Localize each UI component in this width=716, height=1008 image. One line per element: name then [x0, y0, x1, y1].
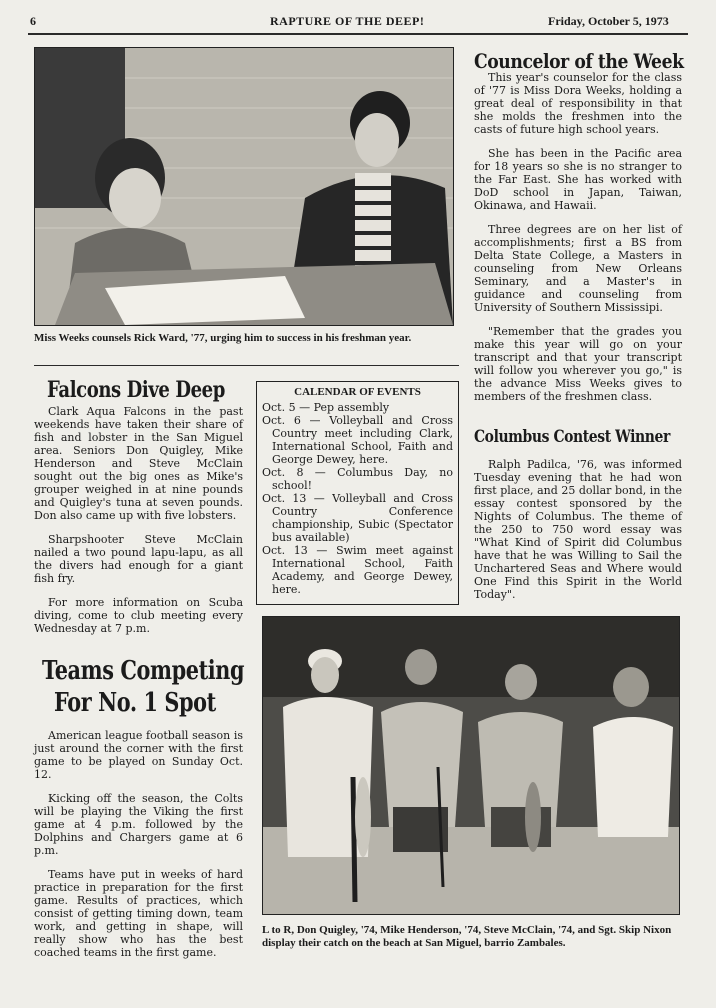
teams-article	[34, 729, 243, 970]
teams-paragraph: Teams have put in weeks of hard practice in preparation for the first game. Results of practices, which consist of getting timing down, team work, and getting in shape, will really show who has the best coached teams in the first game.	[34, 868, 243, 959]
counselor-paragraph: This year's counselor for the class of '77 is Miss Dora Weeks, holding a great deal of responsibility in that she molds the freshmen into the casts of future high school years.	[474, 71, 682, 136]
counselor-paragraph: Three degrees are on her list of accomplishments; first a BS from Delta State College, a Masters in counseling from New Orleans Seminary, and a Master's in guidance and counseling from University of Southern Mississipi.	[474, 223, 682, 314]
columbus-paragraph: Ralph Padilca, '76, was informed Tuesday evening that he had won first place, and 25 dollar bond, in the essay contest sponsored by the Nights of Columbus. The theme of the 250 to 750 word essay was "What Kind of Spirit did Columbus have that he was Willing to Sail the Unchartered Seas and Where would One Find this Spirit in the World Today".	[474, 458, 682, 601]
counselor-paragraph: "Remember that the grades you make this year will go on your transcript and that your transcript will follow you wherever you go," is the advance Miss Weeks gives to members of the freshmen class.	[474, 325, 682, 403]
columbus-article	[474, 458, 682, 612]
calendar-item: Oct. 8 — Columbus Day, no school!	[262, 466, 453, 492]
section-rule	[34, 365, 459, 366]
divers-photo-caption: L to R, Don Quigley, '74, Mike Henderson, '74, Steve McClain, '74, and Sgt. Skip Nixon display their catch on the beach at San Miguel, barrio Zambales.	[262, 924, 672, 949]
falcons-paragraph: Sharpshooter Steve McClain nailed a two pound lapu-lapu, as all the divers had enough for a giant fish fry.	[34, 533, 243, 585]
counselor-article	[474, 71, 682, 414]
falcons-paragraph: Clark Aqua Falcons in the past weekends have taken their share of fish and lobster in the San Miguel area. Seniors Don Quigley, Mike Henderson and Steve McClain sought out the big ones as Mike's grouper weighed in at nine pounds and Quigley's tuna at seven pounds. Don also came up with five lobsters.	[34, 405, 243, 522]
falcons-article	[34, 405, 243, 646]
calendar-item: Oct. 6 — Volleyball and Cross Country meet including Clark, International School, Faith and George Dewey, here.	[262, 414, 453, 466]
divers-photo	[262, 616, 680, 915]
paper-name: RAPTURE OF THE DEEP!	[270, 14, 425, 28]
counselor-photo	[34, 47, 454, 326]
calendar-item: Oct. 13 — Volleyball and Cross Country Conference championship, Subic (Spectator bus available)	[262, 492, 453, 544]
header-rule	[28, 33, 688, 35]
counselor-photo-caption: Miss Weeks counsels Rick Ward, '77, urging him to success in his freshman year.	[34, 332, 412, 344]
calendar-of-events	[256, 381, 459, 605]
teams-headline-line2: For No. 1 Spot	[54, 688, 216, 718]
page-number: 6	[30, 14, 36, 28]
falcons-headline: Falcons Dive Deep	[47, 377, 225, 403]
issue-date: Friday, October 5, 1973	[548, 14, 669, 28]
teams-paragraph: Kicking off the season, the Colts will be playing the Viking the first game at 4 p.m. followed by the Dolphins and Chargers game at 6 p.m.	[34, 792, 243, 857]
falcons-paragraph: For more information on Scuba diving, come to club meeting every Wednesday at 7 p.m.	[34, 596, 243, 635]
counselor-paragraph: She has been in the Pacific area for 18 years so she is no stranger to the Far East. She has worked with DoD school in Japan, Taiwan, Okinawa, and Hawaii.	[474, 147, 682, 212]
calendar-title: CALENDAR OF EVENTS	[294, 386, 421, 398]
counselor-headline: Councelor of the Week	[474, 49, 684, 73]
calendar-item: Oct. 13 — Swim meet against International School, Faith Academy, and George Dewey, here.	[262, 544, 453, 596]
teams-headline-line1: Teams Competing	[42, 656, 245, 686]
teams-paragraph: American league football season is just around the corner with the first game to be played on Sunday Oct. 12.	[34, 729, 243, 781]
calendar-item: Oct. 5 — Pep assembly	[262, 401, 390, 414]
columbus-headline: Columbus Contest Winner	[474, 427, 670, 447]
